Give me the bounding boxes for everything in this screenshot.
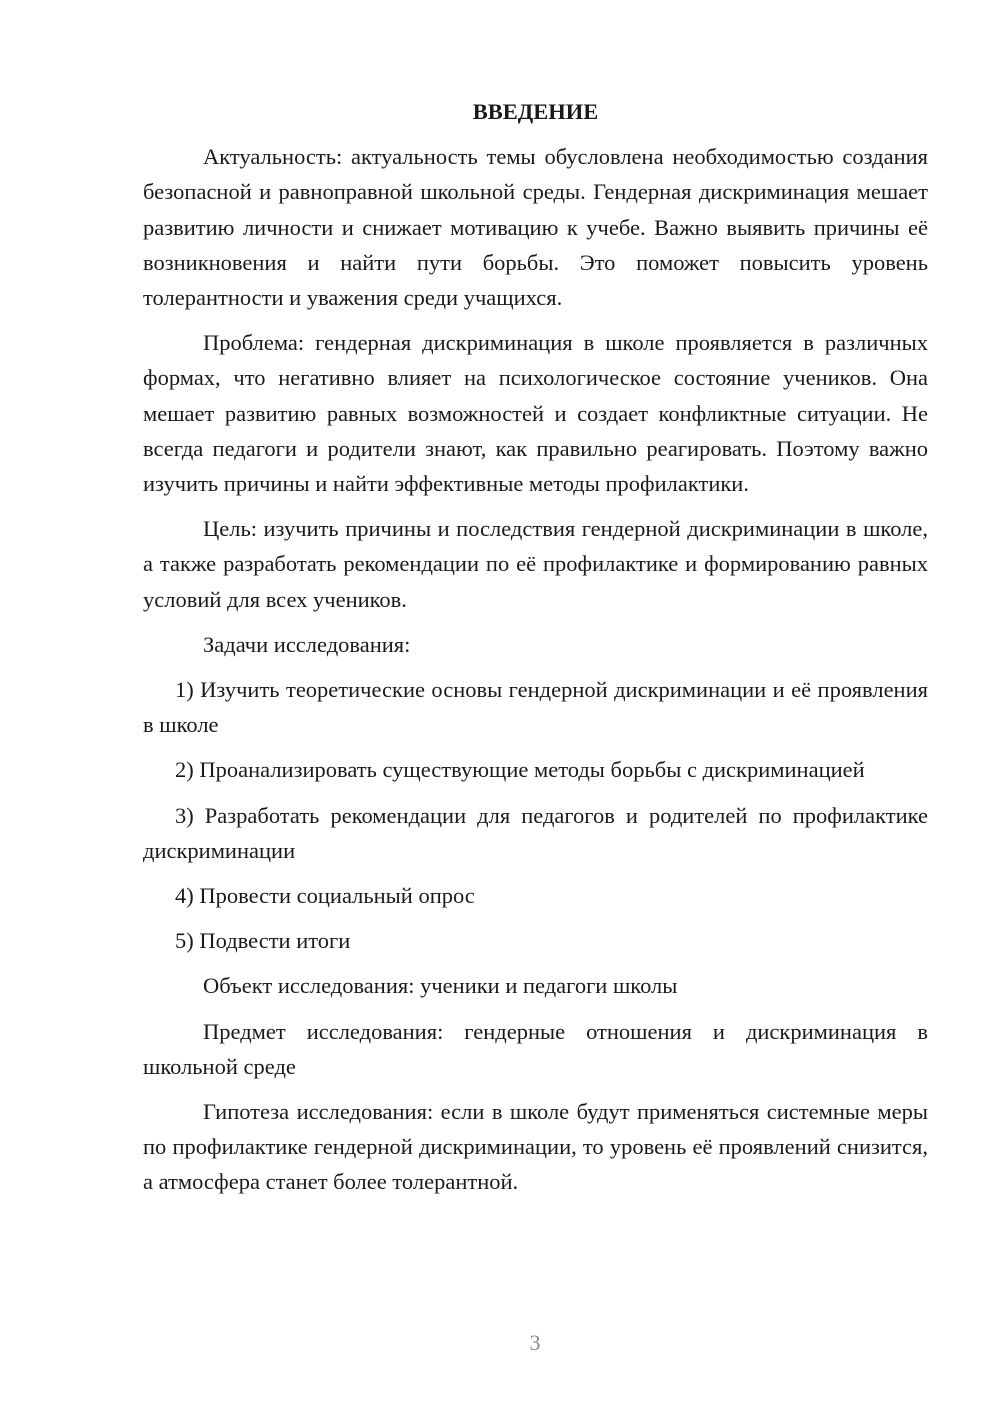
paragraph-object: Объект исследования: ученики и педагоги школы — [203, 973, 678, 999]
page-number: 3 — [529, 1330, 541, 1355]
paragraph-problem: Проблема: гендерная дискриминация в школе проявляется в различных формах, что негативно влияет на психологическое состояние учеников. Она мешает развитию равных возможностей и создает конфликтные ситуации. Не всегда педагоги и родители знают, как правильно реагировать. Поэтому важно изучить причины и найти эффективные методы профилактики. — [143, 330, 928, 497]
list-item-task-3: 3) Разработать рекомендации для педагогов и родителей по профилактике дискриминации — [143, 802, 928, 863]
list-item-task-2: 2) Проанализировать существующие методы борьбы с дискриминацией — [175, 757, 865, 783]
list-item-task-4: 4) Провести социальный опрос — [175, 883, 475, 909]
paragraph-relevance: Актуальность: актуальность темы обусловлена необходимостью создания безопасной и равноправной школьной среды. Гендерная дискриминация мешает развитию личности и снижает мотивацию к учебе. Важно выявить причины её возникновения и найти пути борьбы. Это поможет повысить уровень толерантности и уважения среди учащихся. — [143, 144, 928, 311]
paragraph-subject: Предмет исследования: гендерные отношения и дискриминация в школьной среде — [143, 1018, 928, 1079]
section-title: ВВЕДЕНИЕ — [472, 99, 599, 124]
tasks-heading: Задачи исследования: — [203, 631, 411, 657]
list-item-task-5: 5) Подвести итоги — [175, 928, 351, 954]
paragraph-hypothesis: Гипотеза исследования: если в школе будут применяться системные меры по профилактике гендерной дискриминации, то уровень её проявлений снизится, а атмосфера станет более толерантной. — [143, 1099, 928, 1195]
list-item-task-1: 1) Изучить теоретические основы гендерной дискриминации и её проявления в школе — [143, 677, 928, 738]
paragraph-goal: Цель: изучить причины и последствия гендерной дискриминации в школе, а также разработать рекомендации по её профилактике и формированию равных условий для всех учеников. — [143, 516, 928, 612]
page-content — [143, 94, 928, 1210]
tasks-list — [143, 672, 928, 958]
